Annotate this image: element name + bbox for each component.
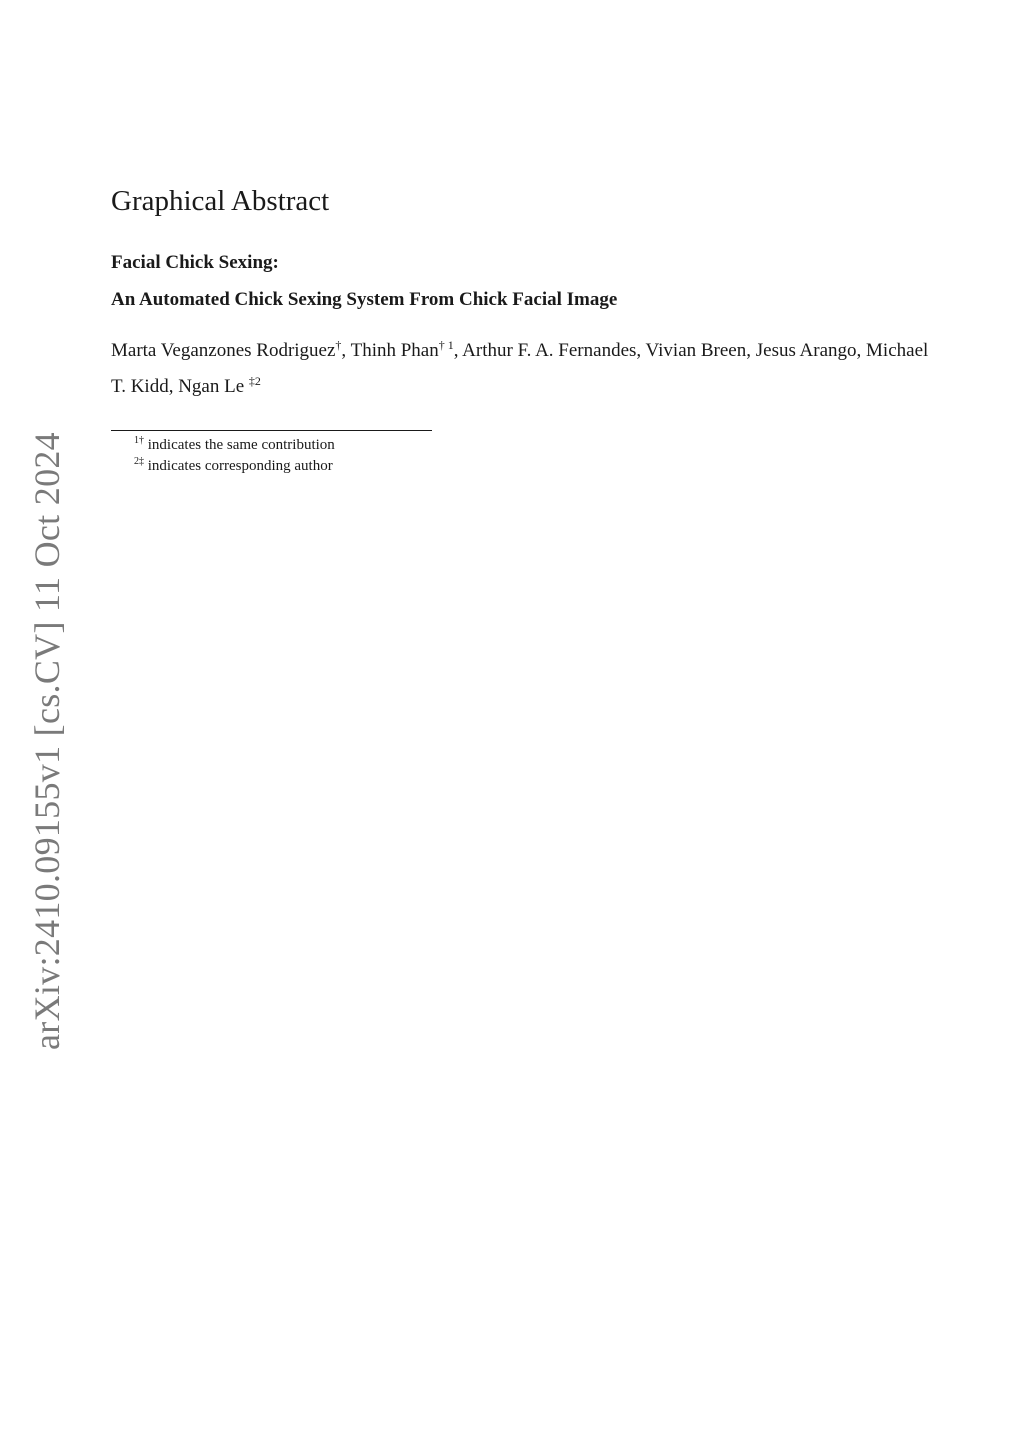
- author-mark: †: [335, 338, 342, 352]
- footnote-text: indicates the same contribution: [144, 437, 335, 453]
- footnote-text: indicates corresponding author: [144, 458, 333, 474]
- author-mark: † 1: [438, 338, 454, 352]
- footnote: [134, 456, 333, 476]
- author-mark: ‡2: [248, 374, 261, 388]
- author-names-rest: , Arthur F. A. Fernandes, Vivian Breen, Jesus Arango, Michael T. Kidd, Ngan Le: [111, 340, 929, 397]
- arxiv-identifier-stamp: arXiv:2410.09155v1 [cs.CV] 11 Oct 2024: [27, 432, 67, 1050]
- page-heading: Graphical Abstract: [111, 185, 330, 217]
- author-name: Thinh Phan: [350, 340, 439, 361]
- author-list: [111, 333, 931, 405]
- paper-title-line-2: An Automated Chick Sexing System From Chick Facial Image: [111, 289, 618, 310]
- footnote-mark: 2‡: [134, 456, 144, 467]
- author-name: Marta Veganzones Rodriguez: [111, 340, 336, 361]
- footnote-mark: 1†: [134, 435, 144, 446]
- footnote-divider: [111, 430, 432, 431]
- paper-title-line-1: Facial Chick Sexing:: [111, 252, 279, 273]
- author-separator: ,: [341, 340, 351, 361]
- footnote: [134, 435, 335, 455]
